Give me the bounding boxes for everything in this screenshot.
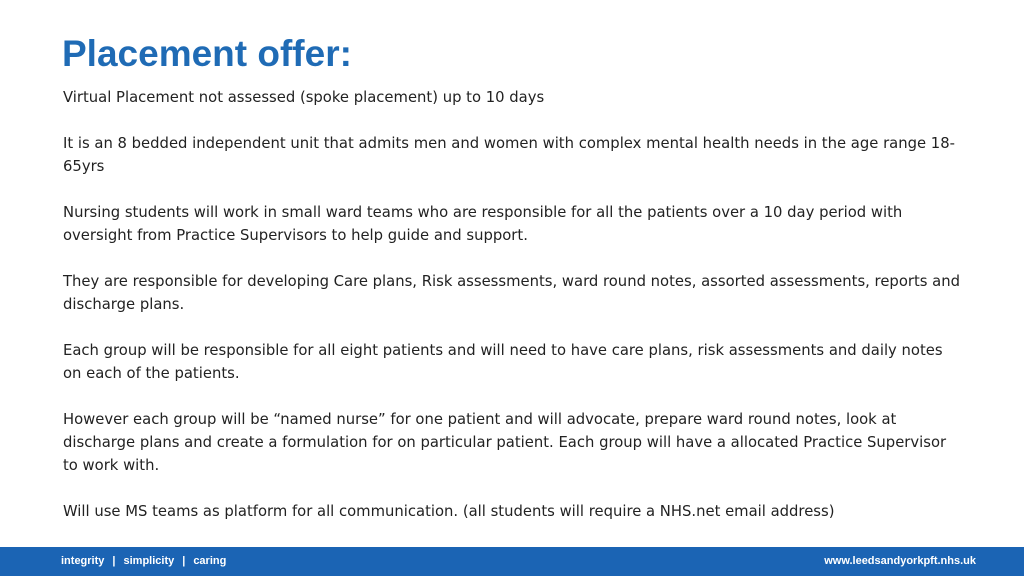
slide-title: Placement offer: bbox=[62, 33, 352, 74]
footer-website-url: www.leedsandyorkpft.nhs.uk bbox=[824, 555, 976, 567]
footer-bar bbox=[0, 547, 1024, 576]
paragraph-placement-type: Virtual Placement not assessed (spoke placement) up to 10 days bbox=[63, 89, 545, 106]
footer-value-caring: caring bbox=[193, 555, 227, 567]
slide-body bbox=[63, 86, 963, 523]
footer-value-integrity: integrity bbox=[61, 555, 105, 567]
paragraph-responsibilities: They are responsible for developing Care plans, Risk assessments, ward round notes, assorted assessments, reports and discharge plans. bbox=[63, 273, 961, 313]
paragraph-ward-teams: Nursing students will work in small ward teams who are responsible for all the patients over a 10 day period with oversight from Practice Supervisors to help guide and support. bbox=[63, 204, 903, 244]
footer-separator: | bbox=[182, 555, 186, 567]
paragraph-group-patients: Each group will be responsible for all eight patients and will need to have care plans, risk assessments and daily notes on each of the patients. bbox=[63, 342, 943, 382]
footer-values bbox=[61, 547, 226, 576]
footer-value-simplicity: simplicity bbox=[123, 555, 175, 567]
footer-separator: | bbox=[112, 555, 116, 567]
paragraph-named-nurse: However each group will be “named nurse” for one patient and will advocate, prepare ward round notes, look at discharge plans and create a formulation for on particular patient. Each group will have a allocated Practice Supervisor to work with. bbox=[63, 411, 947, 474]
paragraph-ms-teams: Will use MS teams as platform for all communication. (all students will require a NHS.net email address) bbox=[63, 503, 835, 520]
paragraph-unit-description: It is an 8 bedded independent unit that admits men and women with complex mental health needs in the age range 18-65yrs bbox=[63, 135, 955, 175]
